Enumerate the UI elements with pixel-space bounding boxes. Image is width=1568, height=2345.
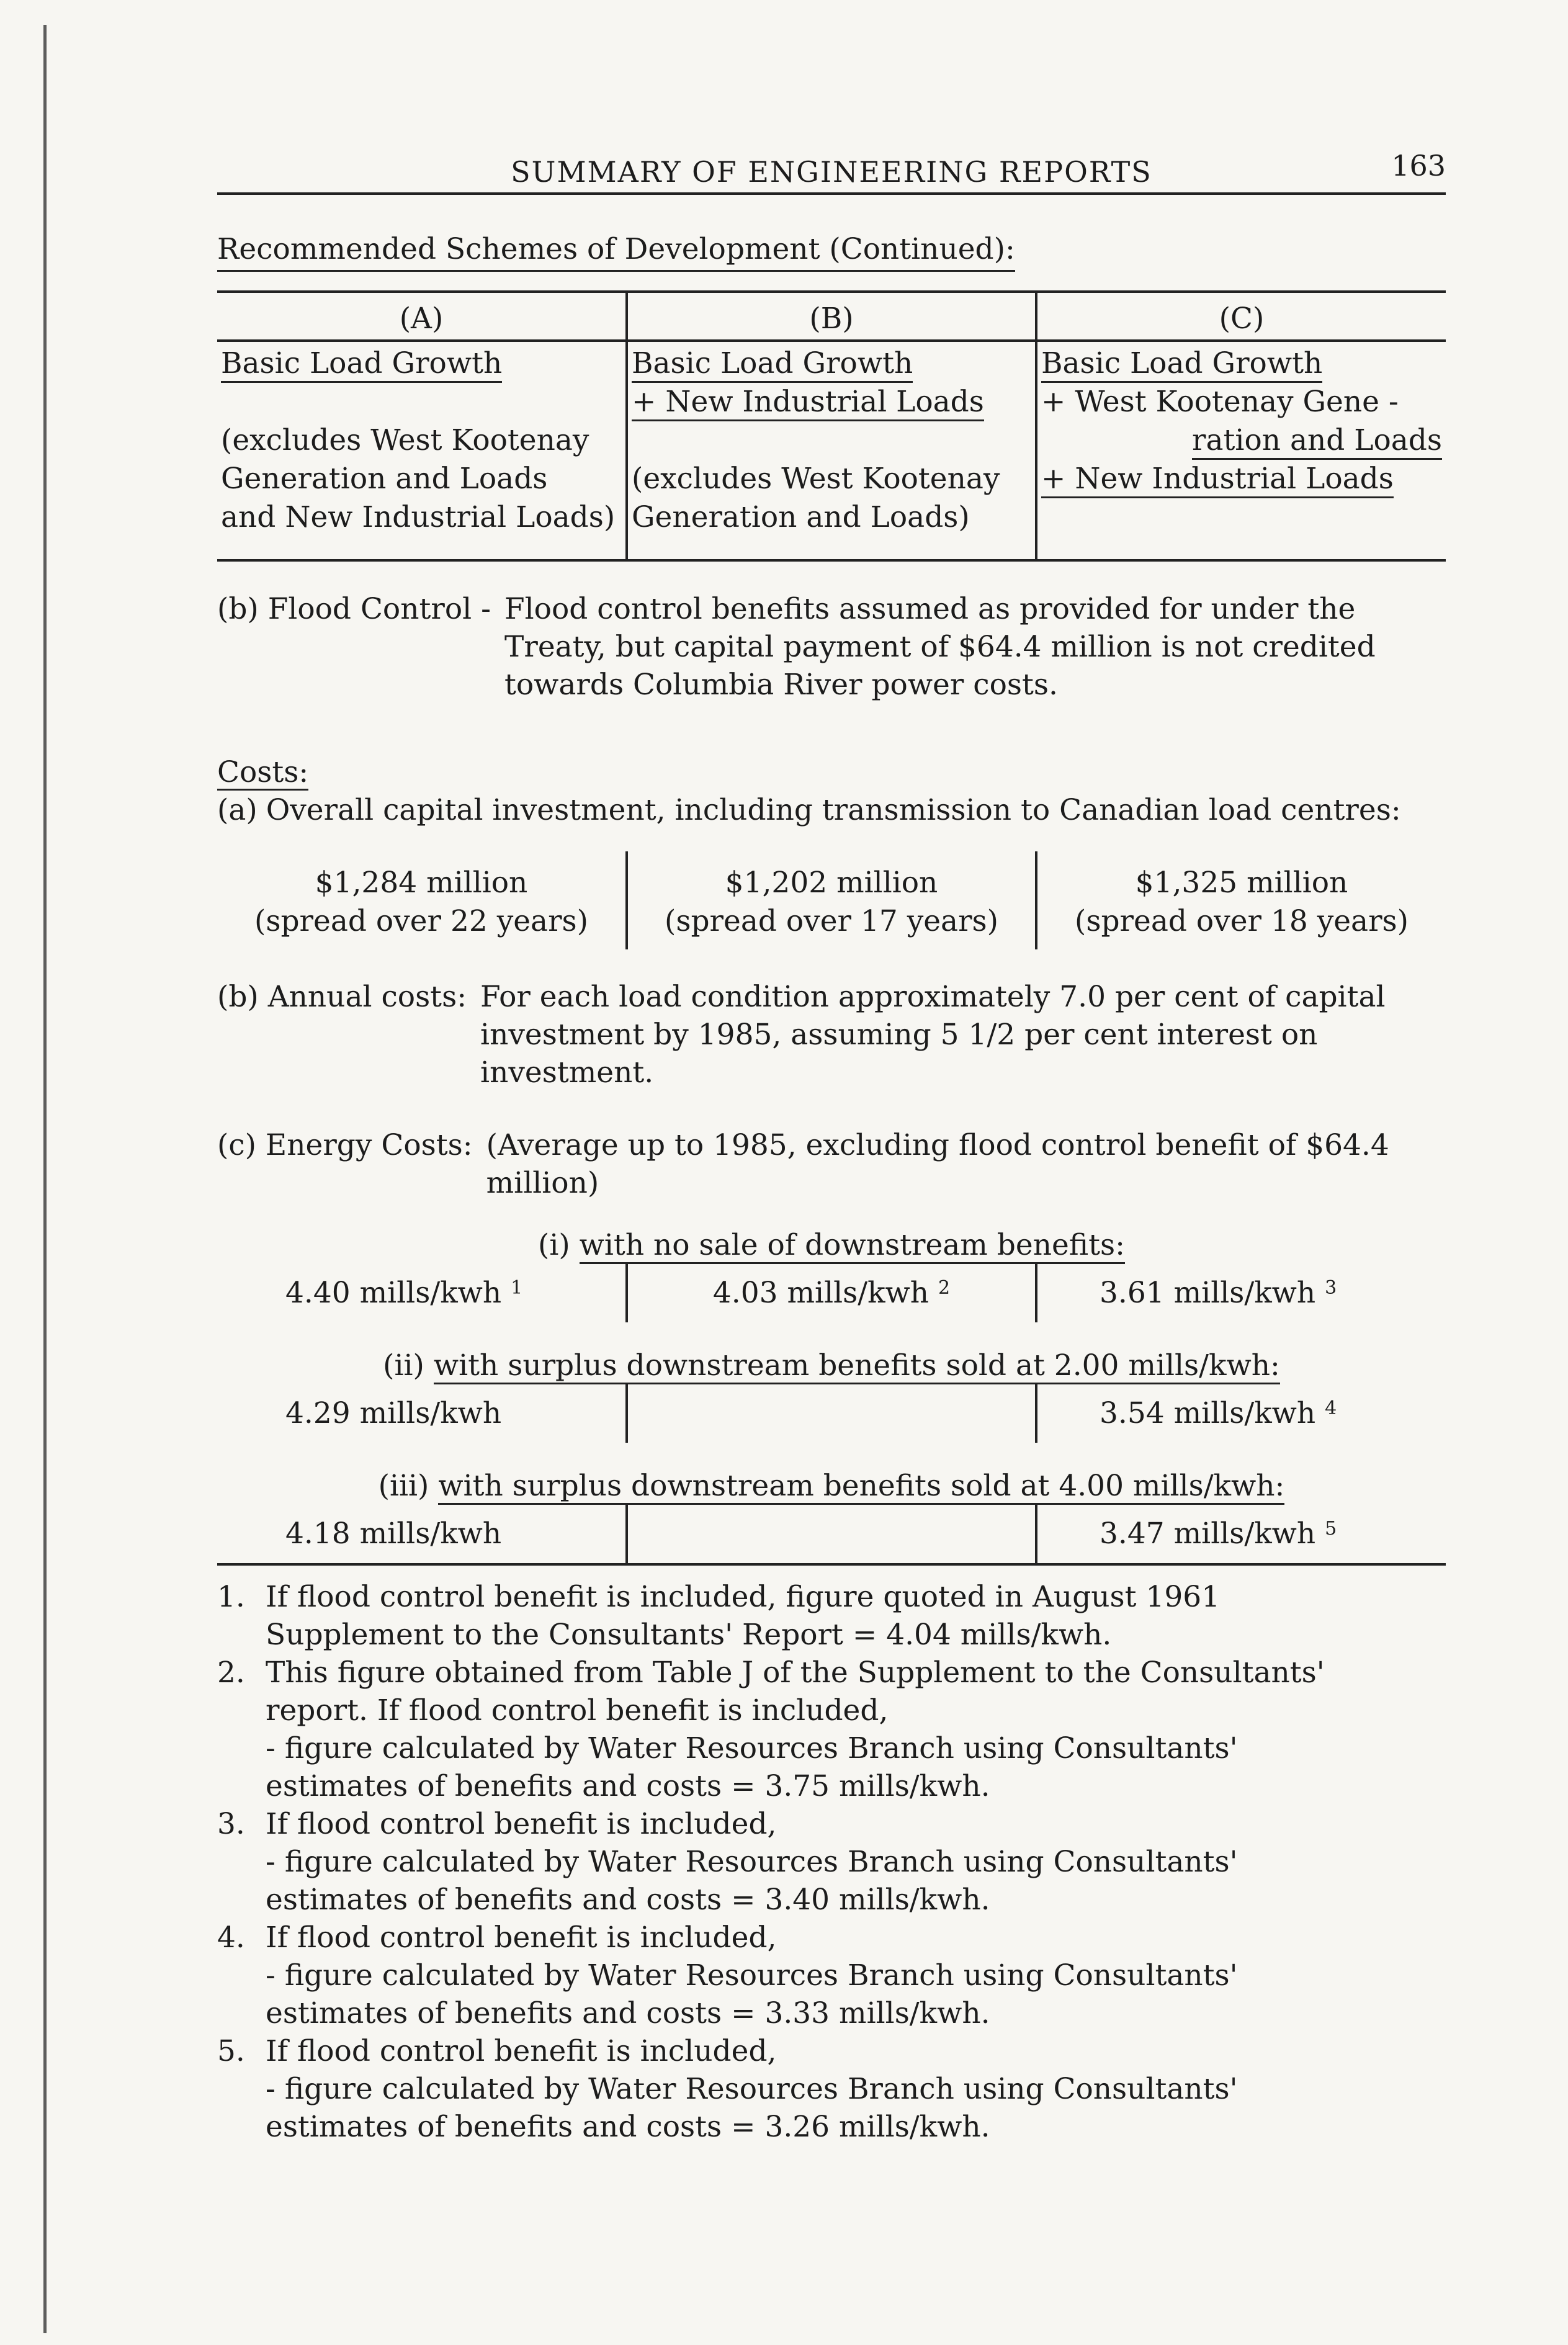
scheme-b-line: + New Industrial Loads: [632, 385, 984, 421]
column-head-a: (A): [217, 292, 627, 341]
investment-cell-a: [217, 851, 627, 949]
energy-caption-prefix: (i): [538, 1228, 570, 1262]
investment-amount: $1,202 million: [725, 866, 938, 900]
energy-value-a: 4.40 mills/kwh $^1$: [285, 1276, 523, 1310]
footnotes: [217, 1578, 1446, 2146]
footnote-line: estimates of benefits and costs = 3.33 mills/kwh.: [266, 1996, 990, 2030]
energy-costs-paragraph: [217, 1126, 1446, 1202]
energy-caption-text: with surplus downstream benefits sold at 4.00 mills/kwh:: [438, 1469, 1284, 1505]
investment-amount: $1,325 million: [1135, 866, 1348, 900]
footnote-number: 1.: [217, 1580, 245, 1614]
energy-value-a: 4.29 mills/kwh: [285, 1396, 502, 1430]
footnote: [217, 1919, 1446, 2032]
investment-table: [217, 851, 1446, 949]
footnote-number: 2.: [217, 1656, 245, 1690]
energy-caption-text: with surplus downstream benefits sold at 2.00 mills/kwh:: [434, 1348, 1280, 1384]
scheme-a-line: Generation and Loads: [221, 462, 548, 496]
scheme-c-cell: [1036, 341, 1446, 560]
scheme-b-line: Basic Load Growth: [632, 346, 913, 383]
footnote-line: estimates of benefits and costs = 3.26 mills/kwh.: [266, 2110, 990, 2144]
footnote-line: This figure obtained from Table J of the Supplement to the Consultants': [266, 1656, 1325, 1690]
energy-costs-text: (Average up to 1985, excluding flood control benefit of $64.4 million): [486, 1128, 1389, 1200]
footnote-line: estimates of benefits and costs = 3.40 mills/kwh.: [266, 1883, 990, 1917]
energy-costs-label: (c) Energy Costs:: [217, 1128, 473, 1162]
energy-caption-prefix: (ii): [383, 1348, 424, 1383]
footnote-line: report. If flood control benefit is included,: [266, 1693, 889, 1728]
energy-caption: [217, 1347, 1446, 1384]
investment-cell-c: [1036, 851, 1446, 949]
footnote: [217, 1578, 1446, 1654]
investment-amount: $1,284 million: [315, 866, 528, 900]
energy-value-c: 3.47 mills/kwh $^5$: [1036, 1505, 1446, 1564]
energy-caption-text: with no sale of downstream benefits:: [580, 1228, 1125, 1264]
scheme-a-line: and New Industrial Loads): [221, 500, 616, 534]
energy-table: [217, 1384, 1446, 1443]
scheme-b-line: Generation and Loads): [632, 500, 970, 534]
scheme-a-line: Basic Load Growth: [221, 346, 502, 383]
footnote-number: 3.: [217, 1807, 245, 1841]
energy-value-b: [627, 1384, 1036, 1443]
footnote-line: If flood control benefit is included,: [266, 1921, 777, 1955]
footnote-line: If flood control benefit is included,: [266, 2034, 777, 2068]
footnote-line: - figure calculated by Water Resources Branch using Consultants': [266, 1845, 1238, 1879]
scheme-c-line: + West Kootenay Gene -: [1041, 385, 1399, 419]
column-head-b: (B): [627, 292, 1036, 341]
costs-section: [217, 753, 1446, 829]
scheme-b-cell: [627, 341, 1036, 560]
energy-value-b: [627, 1505, 1036, 1564]
scheme-b-line: (excludes West Kootenay: [632, 462, 1000, 496]
scheme-a-cell: [217, 341, 627, 560]
footnote-number: 4.: [217, 1921, 245, 1955]
energy-table: [217, 1264, 1446, 1322]
column-head-c: (C): [1036, 292, 1446, 341]
energy-caption: [217, 1468, 1446, 1505]
scheme-c-line: ration and Loads: [1192, 423, 1442, 460]
footnote-line: If flood control benefit is included, figure quoted in August 1961: [266, 1580, 1221, 1614]
flood-control-label: (b) Flood Control -: [217, 592, 491, 626]
energy-value-c: 3.61 mills/kwh $^3$: [1036, 1264, 1446, 1322]
energy-value-b: 4.03 mills/kwh $^2$: [627, 1264, 1036, 1322]
annual-costs-label: (b) Annual costs:: [217, 980, 467, 1014]
energy-caption: [217, 1227, 1446, 1264]
annual-costs-text: For each load condition approximately 7.0 per cent of capital investment by 1985, assuming 5 1/2 per cent interest on investment.: [480, 980, 1386, 1090]
binding-edge: [43, 25, 47, 2333]
flood-control-paragraph: [217, 590, 1446, 704]
costs-a-text: Overall capital investment, including transmission to Canadian load centres:: [266, 793, 1401, 827]
annual-costs-paragraph: [217, 978, 1446, 1092]
schemes-table: [217, 290, 1446, 562]
footnote-line: - figure calculated by Water Resources Branch using Consultants': [266, 1958, 1238, 1993]
costs-heading: Costs:: [217, 755, 309, 789]
footnote: [217, 2032, 1446, 2146]
energy-value-c: 3.54 mills/kwh $^4$: [1036, 1384, 1446, 1443]
section-subtitle: Recommended Schemes of Development (Continued):: [217, 232, 1015, 272]
page-header: [217, 149, 1446, 195]
scheme-a-line: (excludes West Kootenay: [221, 423, 589, 457]
scheme-c-line: + New Industrial Loads: [1041, 462, 1394, 498]
running-title: SUMMARY OF ENGINEERING REPORTS: [511, 155, 1152, 189]
page-number: 163: [1391, 149, 1446, 182]
investment-spread: (spread over 18 years): [1075, 904, 1409, 938]
footnote-line: - figure calculated by Water Resources Branch using Consultants': [266, 2072, 1238, 2106]
document-page: [217, 149, 1446, 2146]
footnote: [217, 1654, 1446, 1805]
footnote: [217, 1805, 1446, 1919]
investment-spread: (spread over 17 years): [665, 904, 998, 938]
flood-control-text: Flood control benefits assumed as provided for under the Treaty, but capital payment of $64.4 million is not credited towards Columbia River power costs.: [504, 592, 1376, 702]
footnote-line: Supplement to the Consultants' Report = 4.04 mills/kwh.: [266, 1618, 1112, 1652]
footnote-number: 5.: [217, 2034, 245, 2068]
footnote-line: estimates of benefits and costs = 3.75 mills/kwh.: [266, 1769, 990, 1803]
scheme-c-line: Basic Load Growth: [1041, 346, 1322, 383]
energy-caption-prefix: (iii): [378, 1469, 429, 1503]
energy-table: [217, 1505, 1446, 1566]
footnote-line: - figure calculated by Water Resources Branch using Consultants': [266, 1731, 1238, 1765]
energy-value-a: 4.18 mills/kwh: [285, 1517, 502, 1551]
costs-a-label: (a): [217, 793, 258, 827]
investment-cell-b: [627, 851, 1036, 949]
footnote-line: If flood control benefit is included,: [266, 1807, 777, 1841]
investment-spread: (spread over 22 years): [254, 904, 588, 938]
